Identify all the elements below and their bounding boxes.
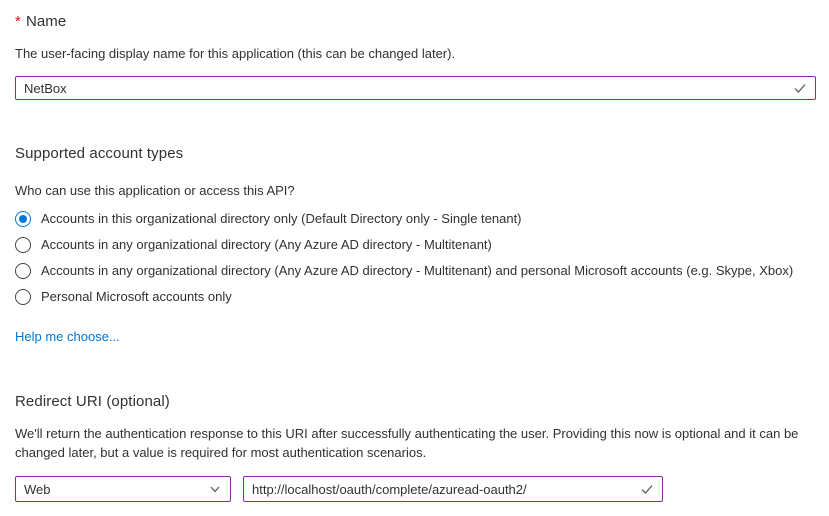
account-type-option-label: Accounts in any organizational directory (Any Azure AD directory - Multitenant) and personal Microsoft accounts (e.g. Skype, Xbox) (41, 263, 794, 278)
redirect-uri-input[interactable] (243, 476, 663, 502)
account-types-question: Who can use this application or access this API? (15, 183, 295, 198)
account-type-option-label: Accounts in this organizational directory only (Default Directory only - Single tenant) (41, 211, 522, 226)
name-input[interactable] (15, 76, 816, 100)
redirect-uri-row (15, 476, 816, 502)
required-asterisk: * (15, 13, 21, 30)
account-type-option-multitenant-personal[interactable] (15, 258, 816, 284)
name-description: The user-facing display name for this application (this can be changed later). (15, 46, 456, 61)
account-type-option-personal-only[interactable] (15, 284, 816, 310)
chevron-down-icon (208, 482, 222, 496)
account-types-section-title: Supported account types (15, 145, 184, 162)
radio-button[interactable] (15, 237, 31, 253)
redirect-uri-field (243, 476, 663, 502)
account-type-option-label: Personal Microsoft accounts only (41, 289, 232, 304)
name-title-text: Name (25, 13, 67, 30)
account-type-option-label: Accounts in any organizational directory (Any Azure AD directory - Multitenant) (41, 237, 492, 252)
name-field (15, 76, 816, 100)
name-section-title (15, 12, 816, 32)
radio-button[interactable] (15, 289, 31, 305)
redirect-uri-description: We'll return the authentication response to this URI after successfully authenticating the user. Providing this now is optional and it can be changed later, but a value is required for most authentication scenarios. (15, 426, 799, 460)
radio-button[interactable] (15, 211, 31, 227)
account-types-radio-group (15, 206, 816, 310)
account-type-option-multitenant[interactable] (15, 232, 816, 258)
redirect-uri-section-title: Redirect URI (optional) (15, 393, 170, 410)
account-type-option-single-tenant[interactable] (15, 206, 816, 232)
help-me-choose-link[interactable]: Help me choose... (15, 329, 120, 344)
radio-button[interactable] (15, 263, 31, 279)
platform-select[interactable] (15, 476, 231, 502)
platform-select-value: Web (24, 481, 51, 497)
